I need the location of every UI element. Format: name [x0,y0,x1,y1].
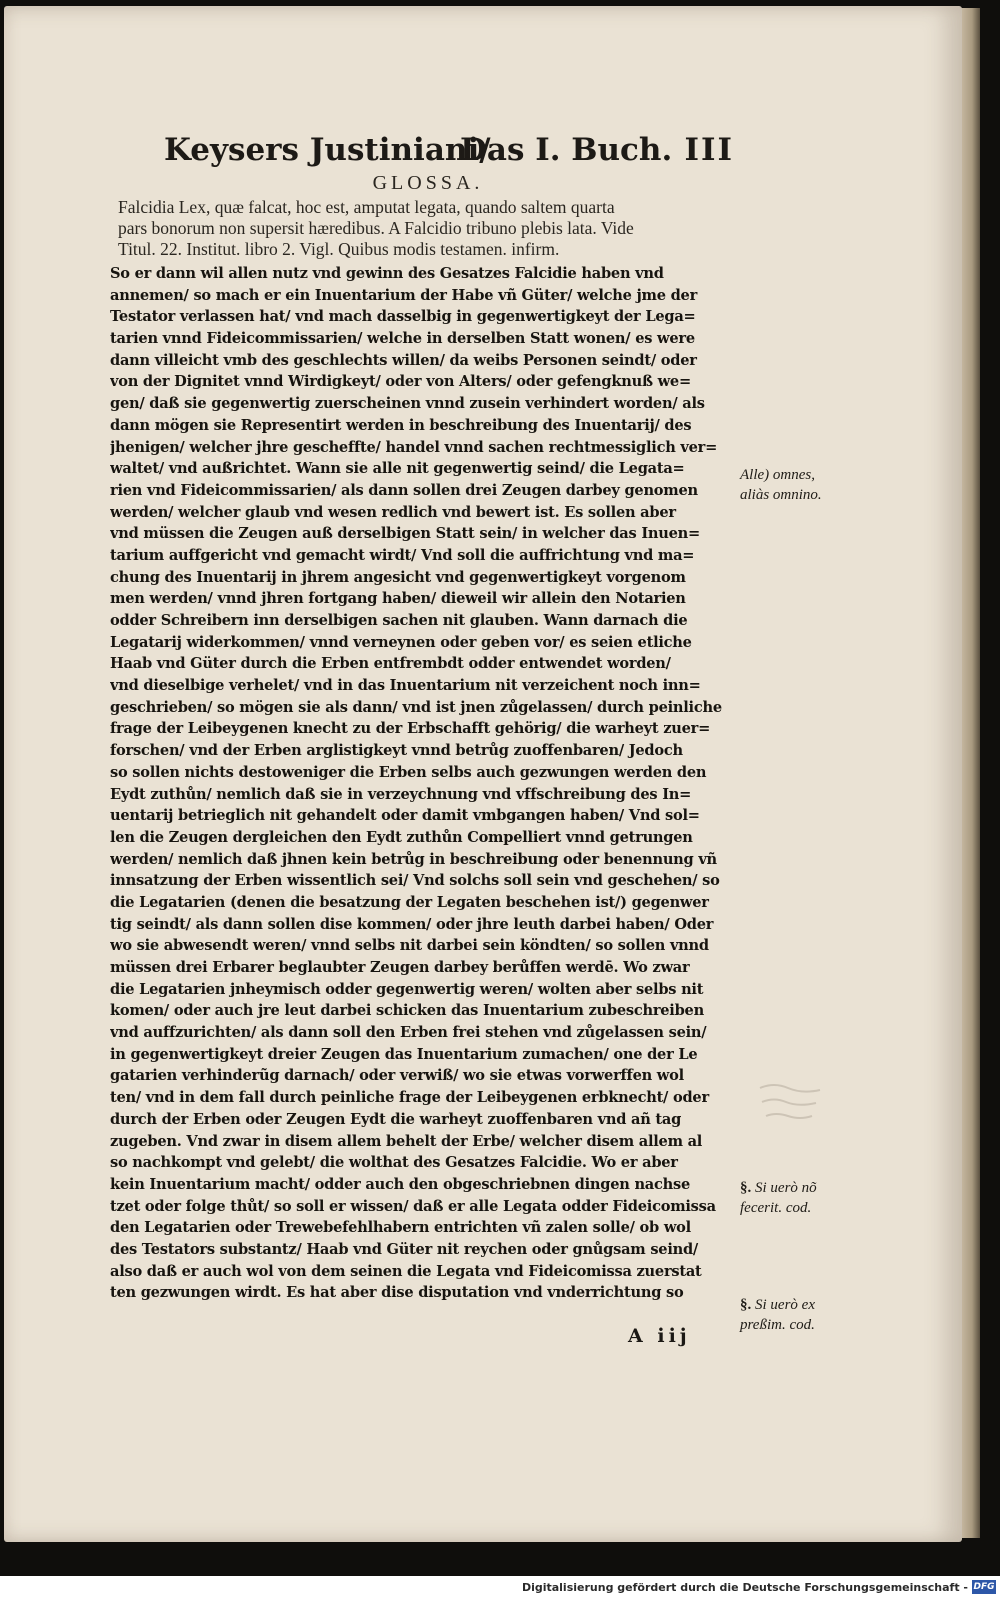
dfg-logo-icon: DFG [973,1582,995,1592]
margin-note-line [740,1178,817,1198]
text-line: Haab vnd Güter durch die Erben entfrembdt odder entwendet worden/ [110,655,671,673]
text-line: durch der Erben oder Zeugen Eydt die warheyt zuoffenbaren vnd añ tag [110,1110,682,1128]
text-line: rien vnd Fideicommissarien/ als dann sollen drei Zeugen darbey genomen [110,481,698,499]
faded-margin-stain [756,1078,826,1124]
text-line: forschen/ vnd der Erben arglistigkeyt vnnd betrůg zuoffenbaren/ Jedoch [110,742,683,760]
margin-note-line: preßim. cod. [740,1317,815,1333]
text-line: kein Inuentarium macht/ odder auch den obgeschriebnen dingen nachse [110,1175,691,1193]
text-line: dann villeicht vmb des geschlechts willen/ da weibs Personen seindt/ oder [110,351,697,369]
text-line: vnd müssen die Zeugen auß derselbigen Statt sein/ in welcher das Inuen= [110,525,700,543]
text-line: gatarien verhinderũg darnach/ oder verwiß/ wo sie etwas vorwerffen wol [110,1067,684,1085]
text-line: len die Zeugen dergleichen den Eydt zuthůn Compelliert vnnd getrungen [110,828,693,846]
text-line: uentarij betrieglich nit gehandelt oder damit vmbgangen haben/ Vnd sol= [110,807,700,825]
running-head-book: Das I. Buch. [460,132,673,168]
text-line: müssen drei Erbarer beglaubter Zeugen darbey berůffen werdē. Wo zwar [110,959,690,976]
signature-mark: A iij [628,1325,691,1347]
folio-number: III [684,132,734,168]
text-line: geschrieben/ so mögen sie als dann/ vnd ist jnen zůgelassen/ durch peinliche [110,698,722,716]
text-line: in gegenwertigkeyt dreier Zeugen das Inuentarium zumachen/ one der Le [110,1045,698,1063]
footer-bar [0,1576,1000,1600]
text-line: so sollen nichts destoweniger die Erben selbs auch gezwungen werden den [110,763,707,781]
text-line: die Legatarien jnheymisch odder gegenwertig weren/ wolten aber selbs nit [110,980,704,998]
glossa-block [118,172,738,260]
text-line: vnd auffzurichten/ als dann soll den Erben frei stehen vnd zůgelassen sein/ [110,1024,707,1042]
text-line: So er dann wil allen nutz vnd gewinn des Gesatzes Falcidie haben vnd [110,265,664,282]
text-line: innsatzung der Erben wissentlich sei/ Vnd solchs soll sein vnd geschehen/ so [110,872,720,890]
text-line: chung des Inuentarij in jhrem angesicht vnd gegenwertigkeyt vorgenom [110,568,686,586]
text-line: so nachkompt vnd gelebt/ die wolthat des Gesatzes Falcidie. Wo er aber [110,1154,678,1172]
glossa-line: Falcidia Lex, quæ falcat, hoc est, amputat legata, quando saltem quarta [118,197,615,217]
text-line: vnd dieselbige verhelet/ vnd in das Inuentarium nit verzeichent noch inn= [110,677,701,695]
text-line: Eydt zuthůn/ nemlich daß sie in verzeychnung vnd vffschreibung des In= [110,785,692,803]
paragraph-sign-icon: §. [740,1180,752,1196]
text-line: von der Dignitet vnnd Wirdigkeyt/ oder von Alters/ oder gefengknuß we= [110,373,691,391]
margin-note-line: Alle) omnes, [740,467,815,483]
text-line: tig seindt/ als dann sollen dise kommen/ oder jhre leuth darbei haben/ Oder [110,915,714,933]
margin-note-si-uero-ex [740,1295,815,1335]
margin-note-text: Si uerò ex [755,1297,815,1313]
text-line: Legatarij widerkommen/ vnnd verneynen oder geben vor/ es seien etliche [110,633,692,651]
main-text-block [110,263,738,1304]
glossa-line: pars bonorum non supersit hæredibus. A Falcidio tribuno plebis lata. Vide [118,218,634,238]
text-line: ten/ vnd in dem fall durch peinliche frage der Leibeygenen erbknecht/ oder [110,1089,709,1107]
text-line: werden/ nemlich daß jhnen kein betrůg in beschreibung oder benennung vñ [110,850,717,868]
text-line: waltet/ vnd außrichtet. Wann sie alle nit gegenwertig seind/ die Legata= [110,460,685,478]
text-line: tarien vnnd Fideicommissarien/ welche in derselben Statt wonen/ es were [110,330,695,348]
funding-credit: Digitalisierung gefördert durch die Deutsche Forschungsgemeinschaft - [521,1581,968,1594]
text-line: men werden/ vnnd jhren fortgang haben/ dieweil wir allein den Notarien [110,590,686,608]
text-line: ten gezwungen wirdt. Es hat aber dise disputation vnd vnderrichtung so [110,1284,684,1302]
margin-note-text: Si uerò nõ [755,1180,817,1196]
paragraph-sign-icon: §. [740,1297,752,1313]
text-line: zugeben. Vnd zwar in disem allem behelt der Erbe/ welcher disem allem al [110,1132,703,1150]
running-head-title: Keysers Justiniani/ [164,132,491,168]
text-line: gen/ daß sie gegenwertig zuerscheinen vnnd zusein verhindert worden/ als [110,395,705,413]
text-line: den Legatarien oder Trewebefehlhabern entrichten vñ zalen solle/ ob wol [110,1219,691,1237]
text-line: also daß er auch wol von dem seinen die Legata vnd Fideicomissa zuerstat [110,1262,702,1280]
text-line: des Testators substantz/ Haab vnd Güter nit reychen oder gnůgsam seind/ [110,1240,699,1258]
text-line: jhenigen/ welcher jhre gescheffte/ handel vnnd sachen rechtmessiglich ver= [110,438,718,456]
margin-note-line [740,1295,815,1315]
text-line: werden/ welcher glaub vnd wesen redlich vnd bewert ist. Es sollen aber [110,503,676,521]
text-line: komen/ oder auch jre leut darbei schicken das Inuentarium zubeschreiben [110,1002,704,1020]
text-line: tzet oder folge thůt/ so soll er wissen/ daß er alle Legata odder Fideicomissa [110,1197,716,1215]
margin-note-omnes [740,465,822,505]
margin-note-line: aliàs omnino. [740,487,822,503]
margin-note-line: fecerit. cod. [740,1200,812,1216]
margin-note-si-uero-non [740,1178,817,1218]
glossa-line: Titul. 22. Institut. libro 2. Vigl. Quibus modis testamen. infirm. [118,239,560,259]
text-line: die Legatarien (denen die besatzung der Legaten beschehen ist/) gegenwer [110,893,709,911]
glossa-title: GLOSSA. [372,172,484,194]
text-line: Testator verlassen hat/ vnd mach dasselbig in gegenwertigkeyt der Lega= [110,308,696,326]
text-line: annemen/ so mach er ein Inuentarium der Habe vñ Güter/ welche jme der [110,286,698,304]
page-edge [960,8,980,1538]
running-head [164,132,734,176]
text-line: frage der Leibeygenen knecht zu der Erbschafft gehörig/ die warheyt zuer= [110,720,711,738]
text-line: wo sie abwesendt weren/ vnnd selbs nit darbei sein köndten/ so sollen vnnd [110,937,709,955]
text-line: odder Schreibern inn derselbigen sachen nit glauben. Wann darnach die [110,612,688,629]
text-line: tarium auffgericht vnd gemacht wirdt/ Vnd soll die auffrichtung vnd ma= [110,546,695,564]
text-line: dann mögen sie Representirt werden in beschreibung des Inuentarij/ des [110,416,692,434]
